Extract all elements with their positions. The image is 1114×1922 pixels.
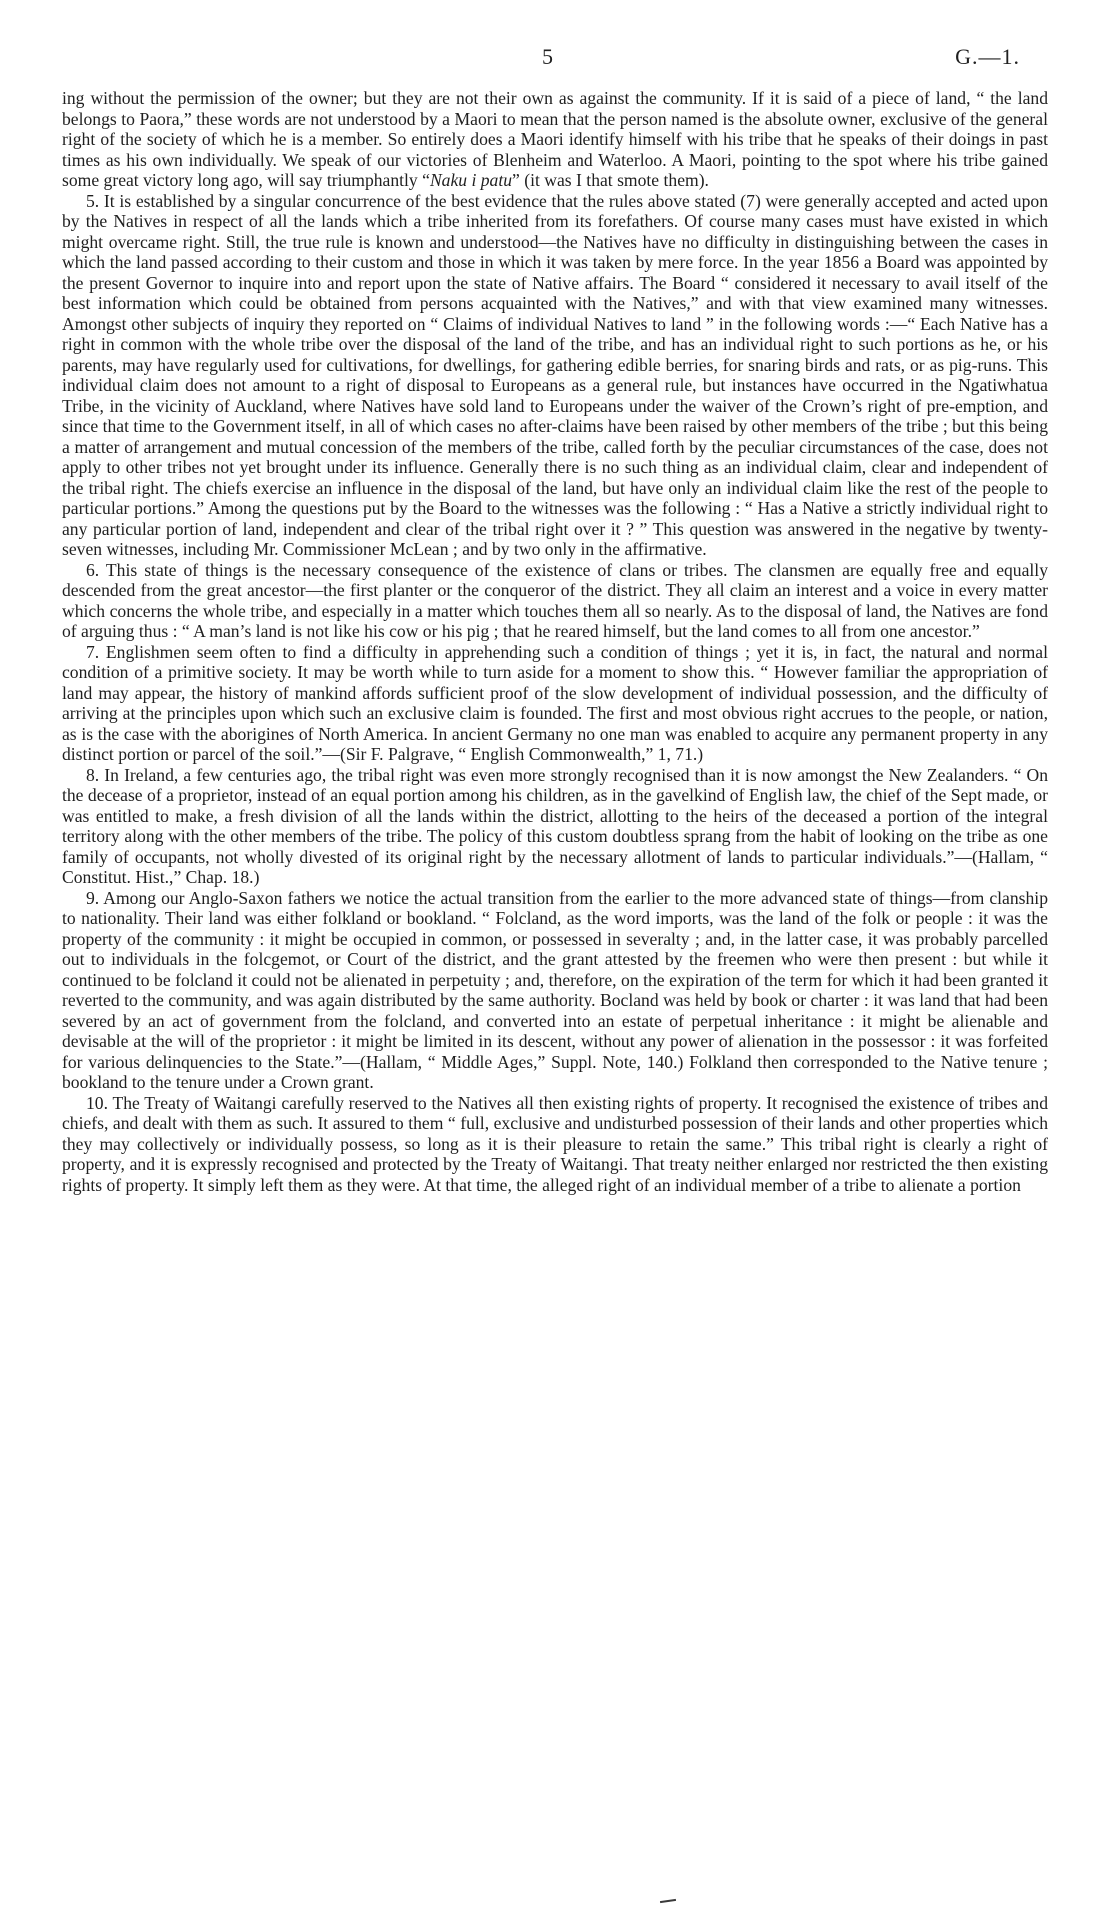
paragraph-8: 8. In Ireland, a few centuries ago, the tribal right was even more strongly recognised than it is now amongst the New Zealanders. “ On the decease of a proprietor, instead of an equal portion among his children, as in the gavelkind of English law, the chief of the Sept made, or was entitled to make, a fresh division of all the lands within the district, allotting to the heirs of the deceased a portion of the integral territory along with the other members of the tribe. The policy of this custom doubtless sprang from the habit of looking on the tribe as one family of occupants, not wholly divested of its original right by the necessary allotment of lands to particular individuals.”—(Hallam, “ Constitut. Hist.,” Chap. 18.) [62,764,1048,887]
body-text [62,88,1048,1195]
ink-mark [660,1899,676,1903]
paragraph-10: 10. The Treaty of Waitangi carefully reserved to the Natives all then existing rights of property. It recognised the existence of tribes and chiefs, and dealt with them as such. It assured to them “ full, exclusive and undisturbed possession of their lands and other properties which they may collectively or individually possess, so long as it is their pleasure to retain the same.” This tribal right is clearly a right of property, and it is expressly recognised and protected by the Treaty of Waitangi. That treaty neither enlarged nor restricted the then existing rights of property. It simply left them as they were. At that time, the alleged right of an individual member of a tribe to alienate a portion [62,1092,1048,1195]
paragraph-text: ing without the permission of the owner; but they are not their own as against the community. If it is said of a piece of land, “ the land belongs to Paora,” these words are not understood by a Maori to mean that the person named is the absolute owner, exclusive of the general right of the society of which he is a member. So entirely does a Maori identify himself with his tribe that he speaks of their doings in past times as his own individually. We speak of our victories of Blenheim and Waterloo. A Maori, pointing to the spot where his tribe gained some great victory long ago, will say triumphantly “ [62,88,1048,190]
paragraph-9: 9. Among our Anglo-Saxon fathers we notice the actual transition from the earlier to the more advanced state of things—from clanship to nationality. Their land was either folkland or bookland. “ Folcland, as the word imports, was the land of the folk or people : it was the property of the community : it might be occupied in common, or possessed in severalty ; and, in the latter case, it was probably parcelled out to individuals in the folcgemot, or Court of the district, and the grant attested by the freemen who were then present : but while it continued to be folcland it could not be alienated in perpetuity ; and, therefore, on the expiration of the term for which it had been granted it reverted to the community, and was again distributed by the same authority. Bocland was held by book or charter : it was land that had been severed by an act of government from the folcland, and converted into an estate of perpetual inheritance : it might be alienable and devisable at the will of the proprietor : it might be limited in its descent, without any power of alienation in the possessor : it was forfeited for various delinquencies to the State.”—(Hallam, “ Middle Ages,” Suppl. Note, 140.) Folkland then corresponded to the Native tenure ; bookland to the tenure under a Crown grant. [62,887,1048,1092]
page-header [0,44,1114,74]
page-number: 5 [542,44,554,69]
paragraph-7: 7. Englishmen seem often to find a difficulty in apprehending such a condition of things ; yet it is, in fact, the natural and normal condition of a primitive society. It may be worth while to turn aside for a moment to show this. “ However familiar the appropriation of land may appear, the history of mankind affords sufficient proof of the slow development of individual possession, and the difficulty of arriving at the principles upon which such an exclusive claim is founded. The first and most obvious right accrues to the people, or nation, as is the case with the aborigines of North America. In ancient Germany no one man was enabled to acquire any permanent property in any distinct portion or parcel of the soil.”—(Sir F. Palgrave, “ English Commonwealth,” 1, 71.) [62,641,1048,764]
paragraph-text: ” (it was I that smote them). [512,170,709,190]
paragraph-continued [62,88,1048,191]
maori-quote: Naku i patu [429,170,513,190]
document-reference: G.—1. [955,44,1020,69]
paragraph-6: 6. This state of things is the necessary consequence of the existence of clans or tribes. The clansmen are equally free and equally descended from the great ancestor—the first planter or the conqueror of the district. They all claim an interest and a voice in every matter which concerns the whole tribe, and especially in a matter which touches them all so nearly. As to the disposal of land, the Natives are fond of arguing thus : “ A man’s land is not like his cow or his pig ; that he reared himself, but the land comes to all from one ancestor.” [62,559,1048,641]
paragraph-5: 5. It is established by a singular concurrence of the best evidence that the rules above stated (7) were generally accepted and acted upon by the Natives in respect of all the lands which a tribe inherited from its forefathers. Of course many cases must have existed in which might overcame right. Still, the true rule is known and understood—the Natives have no difficulty in distinguishing between the cases in which the land passed according to their custom and those in which it was taken by mere force. In the year 1856 a Board was appointed by the present Governor to inquire into and report upon the state of Native affairs. The Board “ considered it necessary to avail itself of the best information which could be obtained from persons acquainted with the Natives,” and with that view examined many witnesses. Amongst other subjects of inquiry they reported on “ Claims of individual Natives to land ” in the following words :—“ Each Native has a right in common with the whole tribe over the disposal of the land of the tribe, and has an individual right to such portions as he, or his parents, may have regularly used for cultivations, for dwellings, for gathering edible berries, for snaring birds and rats, or as pig-runs. This individual claim does not amount to a right of disposal to Europeans as a general rule, but instances have occurred in the Ngatiwhatua Tribe, in the vicinity of Auckland, where Natives have sold land to Europeans under the waiver of the Crown’s right of pre-emption, and since that time to the Government itself, in all of which cases no after-claims have been raised by other members of the tribe ; but this being a matter of arrangement and mutual concession of the members of the tribe, called forth by the peculiar circumstances of the case, does not apply to other tribes not yet brought under its influence. Generally there is no such thing as an individual claim, clear and independent of the tribal right. The chiefs exercise an influence in the disposal of the land, but have only an individual claim like the rest of the people to particular portions.” Among the questions put by the Board to the witnesses was the following : “ Has a Native a strictly individual right to any particular portion of land, independent and clear of the tribal right over it ? ” This question was answered in the negative by twenty-seven witnesses, including Mr. Commissioner McLean ; and by two only in the affirmative. [62,190,1048,559]
